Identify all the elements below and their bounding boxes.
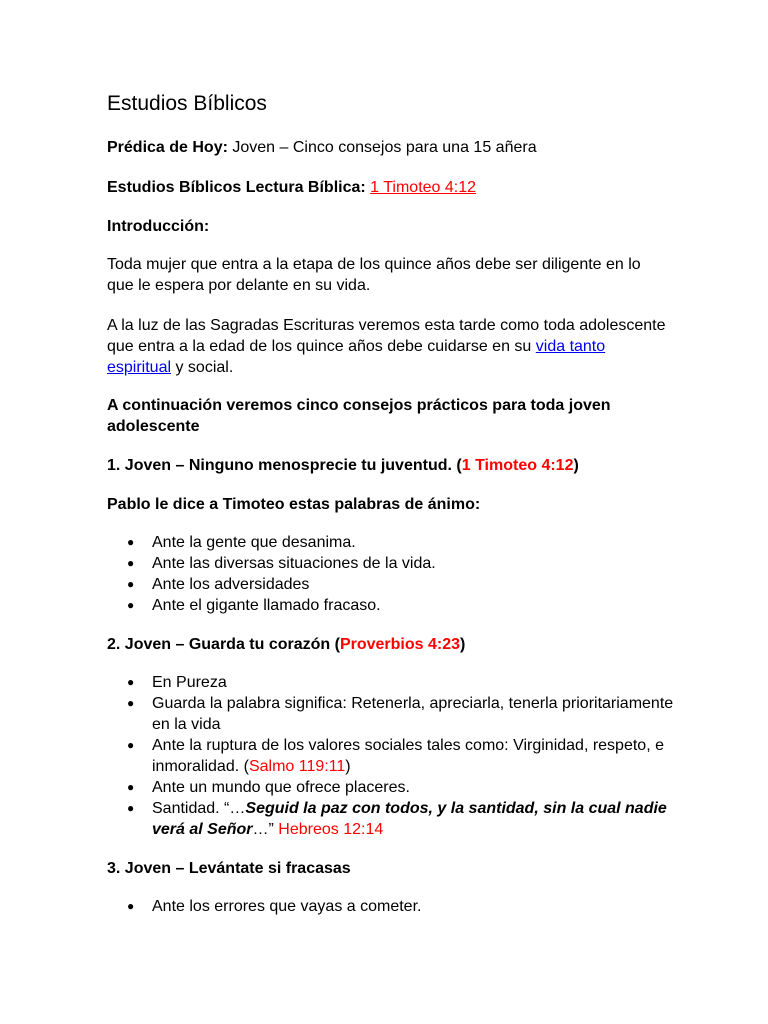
point2-close: ) <box>460 636 466 653</box>
intro-paragraph-2 <box>107 315 668 378</box>
lectura-ref-link[interactable]: 1 Timoteo 4:12 <box>370 179 477 196</box>
bullet-icon: ● <box>127 696 135 710</box>
list-item-text: Ante la gente que desanima. <box>152 534 356 551</box>
list-item-text: Ante la ruptura de los valores sociales tales como: Virginidad, respeto, e inmoralidad. ( <box>152 737 664 775</box>
list-item-text: Ante los errores que vayas a cometer. <box>152 898 422 915</box>
salmo-ref: Salmo 119:11 <box>248 758 346 775</box>
continuation-heading: A continuación veremos cinco consejos prácticos para toda joven adolescente <box>107 397 611 435</box>
list-item <box>107 896 678 917</box>
point3-list <box>107 896 678 917</box>
lectura-label: Estudios Bíblicos Lectura Bíblica: <box>107 179 366 196</box>
predica-text: Joven – Cinco consejos para una 15 añera <box>227 139 537 156</box>
santidad-pre: Santidad. “… <box>152 800 246 817</box>
lectura-line <box>107 177 668 198</box>
predica-line <box>107 137 668 158</box>
intro-p2-before: A la luz de las Sagradas Escrituras veremos esta tarde como toda adolescente que entra a la edad de los quince años debe cuidarse en su <box>107 317 666 355</box>
intro-paragraph-1: Toda mujer que entra a la etapa de los quince años debe ser diligente en lo que le espera por delante en su vida. <box>107 256 641 294</box>
bullet-icon: ● <box>127 535 135 549</box>
list-item-text: Ante los adversidades <box>152 576 310 593</box>
list-item-text: Ante el gigante llamado fracaso. <box>152 597 381 614</box>
vida-espiritual-link[interactable]: vida tanto espiritual <box>107 338 606 376</box>
point2-heading-text: 2. Joven – Guarda tu corazón ( <box>107 636 340 653</box>
list-item <box>107 574 678 595</box>
list-item <box>107 777 678 798</box>
point2-list <box>107 672 678 840</box>
point2-ref: Proverbios 4:23 <box>339 636 461 653</box>
point1-list <box>107 532 678 616</box>
bullet-icon: ● <box>127 598 135 612</box>
bullet-icon: ● <box>127 899 135 913</box>
point1-subheading: Pablo le dice a Timoteo estas palabras de ánimo: <box>107 496 481 513</box>
predica-label: Prédica de Hoy: <box>107 139 228 156</box>
list-item <box>107 532 678 553</box>
santidad-post: …” <box>252 821 279 838</box>
list-item-text: Ante las diversas situaciones de la vida. <box>152 555 436 572</box>
bullet-icon: ● <box>127 675 135 689</box>
intro-p2-after: y social. <box>171 359 234 376</box>
list-item <box>107 693 678 735</box>
bullet-icon: ● <box>127 556 135 570</box>
hebreos-ref: Hebreos 12:14 <box>278 821 384 838</box>
point1-heading <box>107 455 668 476</box>
point1-heading-text: 1. Joven – Ninguno menosprecie tu juventud. ( <box>107 457 462 474</box>
salmo-close: ) <box>345 758 351 775</box>
list-item-text: Guarda la palabra significa: Retenerla, apreciarla, tenerla prioritariamente en la vida <box>152 695 674 733</box>
santidad-quote: Seguid la paz con todos, y la santidad, sin la cual nadie verá al Señor <box>152 800 667 838</box>
bullet-icon: ● <box>127 801 135 815</box>
list-item <box>107 735 678 777</box>
intro-heading: Introducción: <box>107 218 210 235</box>
list-item <box>107 595 678 616</box>
list-item-text: Ante un mundo que ofrece placeres. <box>152 779 410 796</box>
bullet-icon: ● <box>127 780 135 794</box>
point2-heading <box>107 634 668 655</box>
bullet-icon: ● <box>127 738 135 752</box>
point1-close: ) <box>573 457 579 474</box>
list-item <box>107 672 678 693</box>
bullet-icon: ● <box>127 577 135 591</box>
list-item <box>107 553 678 574</box>
list-item <box>107 798 678 840</box>
page-title: Estudios Bíblicos <box>107 92 267 115</box>
point1-ref: 1 Timoteo 4:12 <box>461 457 574 474</box>
point3-heading: 3. Joven – Levántate si fracasas <box>107 860 351 877</box>
list-item-text: En Pureza <box>152 674 227 691</box>
